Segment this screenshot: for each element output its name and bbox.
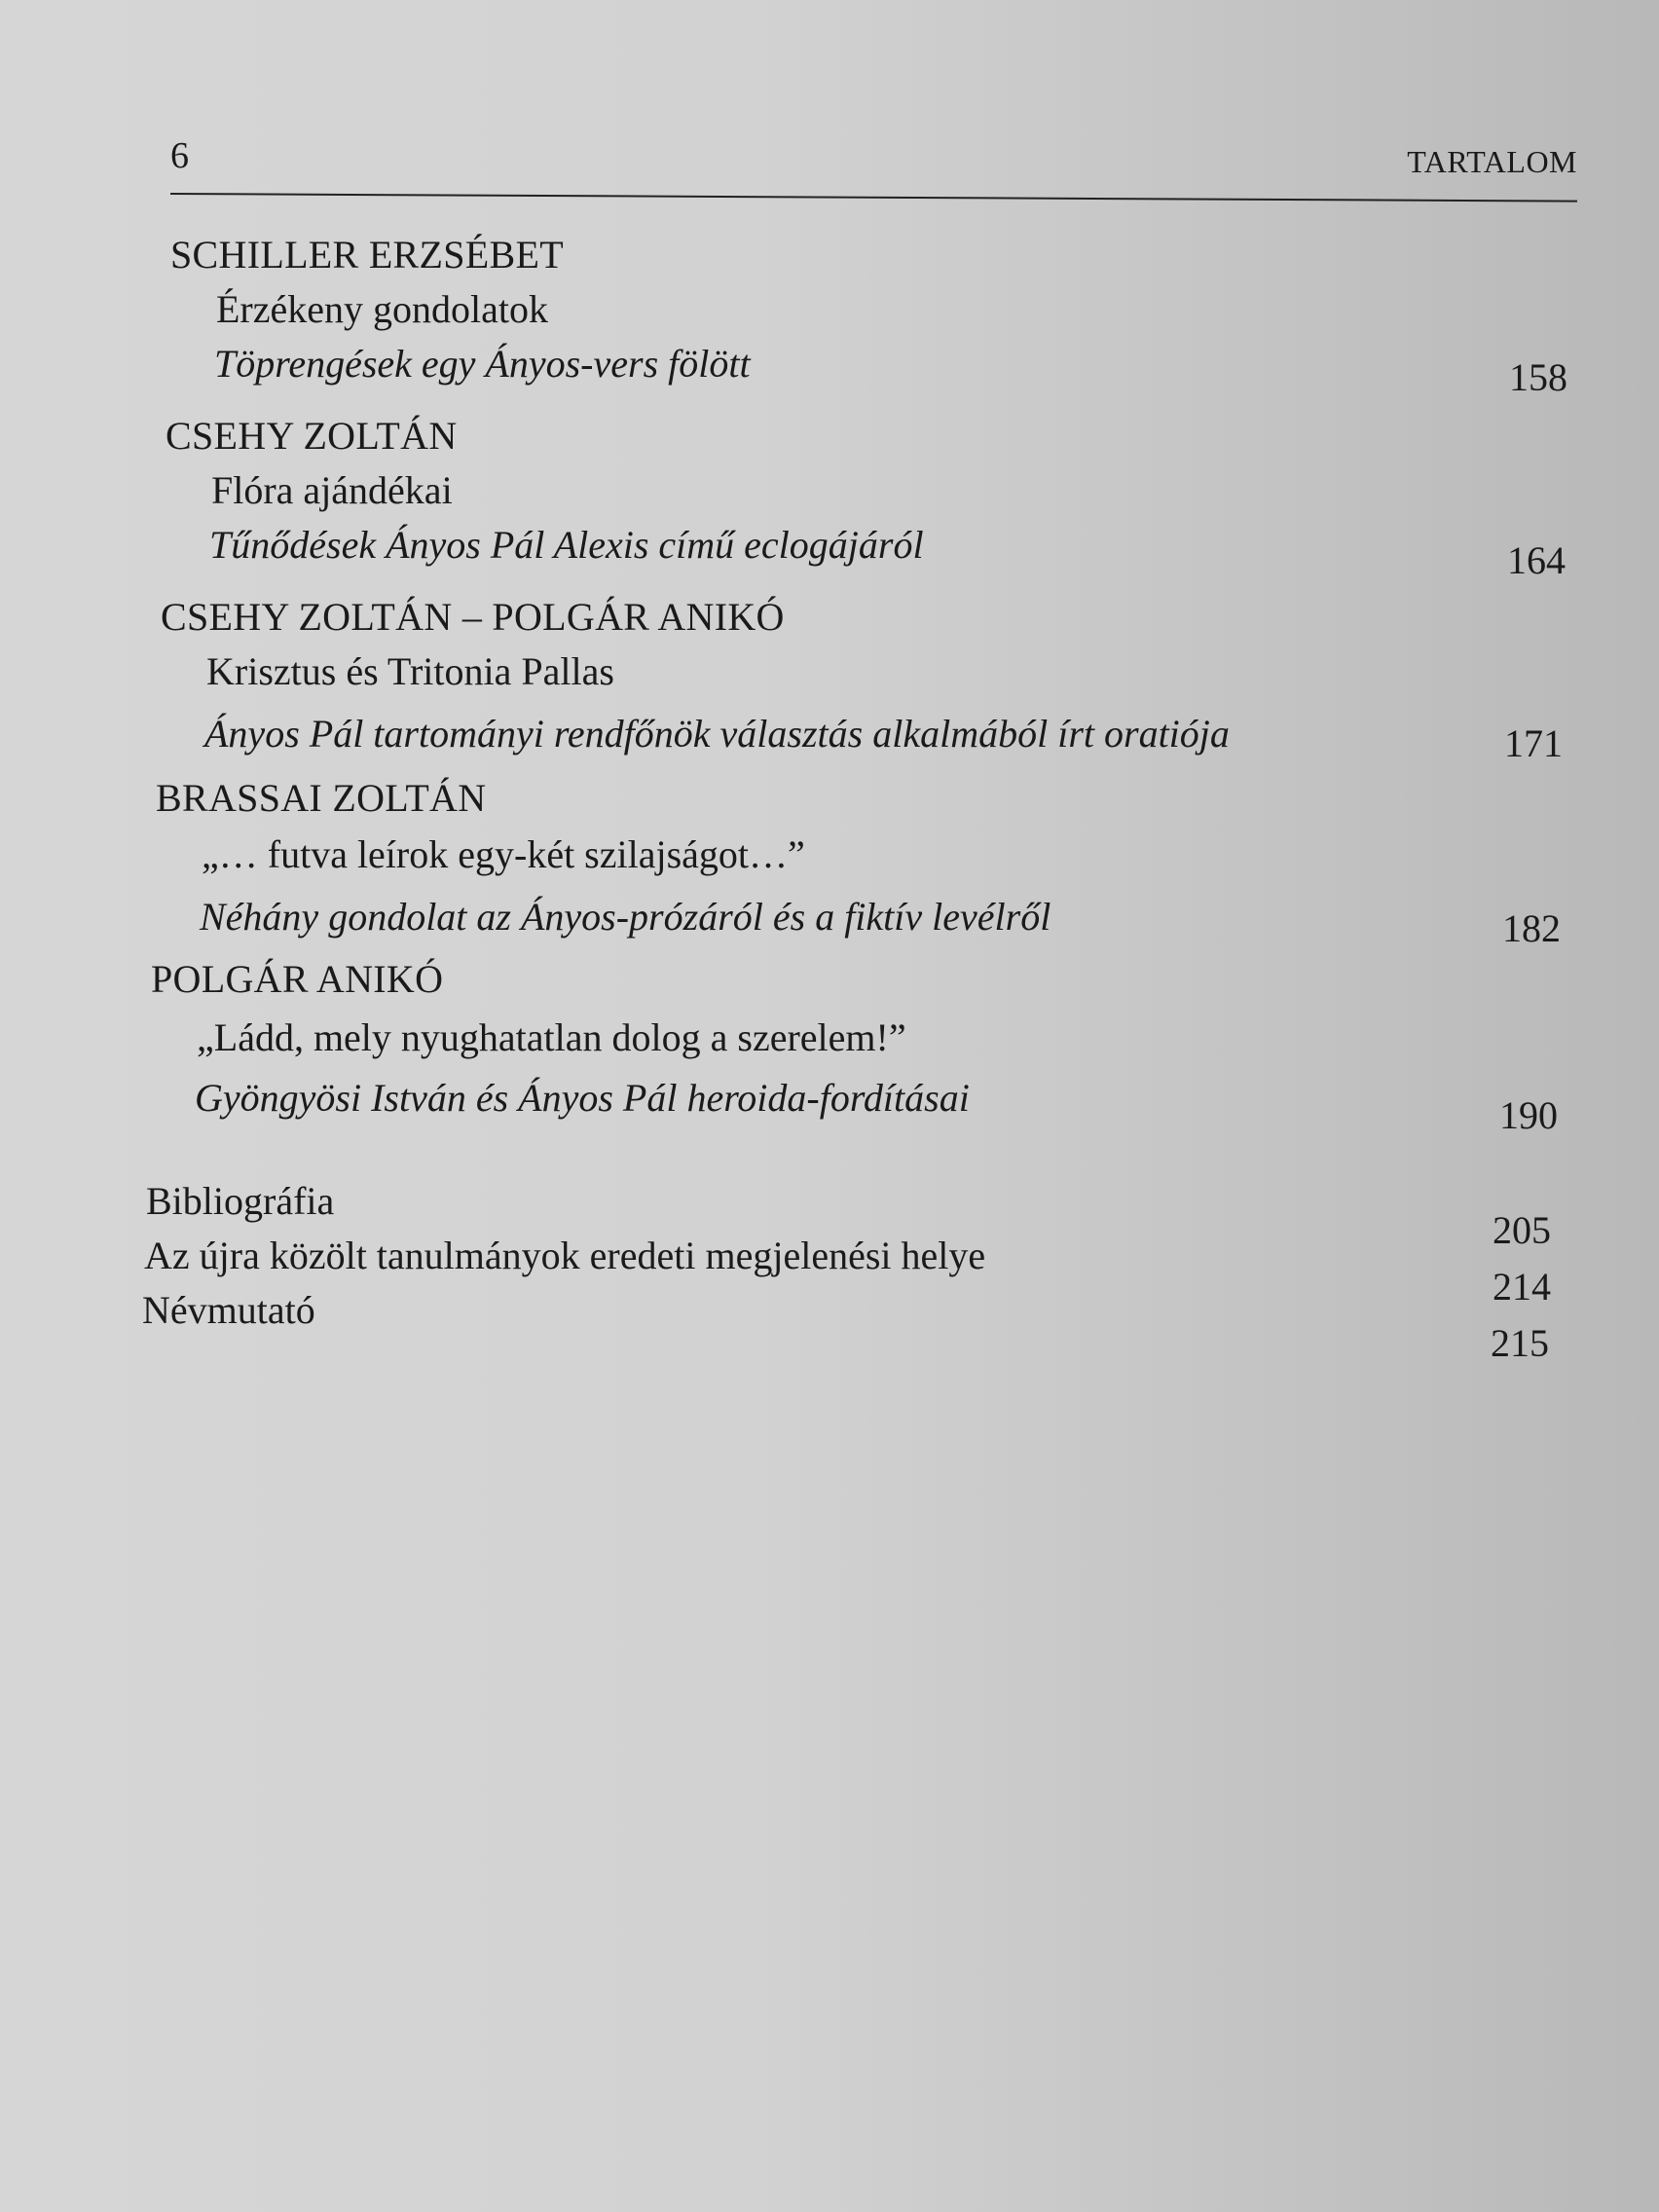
entry-page-number: 158 — [1509, 355, 1567, 399]
page-header — [170, 127, 1577, 204]
back-matter-page-number: 215 — [1491, 1321, 1549, 1365]
entry-title: Krisztus és Tritonia Pallas — [206, 649, 614, 693]
back-matter-label: Bibliográfia — [146, 1179, 335, 1223]
entry-title: „Ládd, mely nyughatatlan dolog a szerelem!” — [197, 1015, 906, 1059]
entry-page-number: 171 — [1504, 721, 1563, 765]
back-matter-label: Névmutató — [142, 1288, 315, 1332]
entry-page-number: 190 — [1499, 1093, 1558, 1137]
entry-title: Érzékeny gondolatok — [216, 287, 548, 331]
entry-title: Flóra ajándékai — [211, 468, 453, 512]
entry-author: CSEHY ZOLTÁN – POLGÁR ANIKÓ — [161, 595, 785, 639]
entry-subtitle: Tűnődések Ányos Pál Alexis című eclogájáról — [209, 523, 924, 567]
header-rule — [170, 193, 1577, 203]
entry-author: POLGÁR ANIKÓ — [151, 957, 444, 1001]
entry-subtitle: Ányos Pál tartományi rendfőnök választás alkalmából írt oratiója — [204, 712, 1230, 756]
entry-page-number: 182 — [1502, 906, 1561, 950]
back-matter-page-number: 214 — [1493, 1265, 1551, 1309]
entry-author: SCHILLER ERZSÉBET — [170, 233, 564, 276]
entry-subtitle: Töprengések egy Ányos-vers fölött — [214, 342, 751, 386]
running-title: TARTALOM — [1407, 144, 1577, 179]
back-matter-page-number: 205 — [1493, 1208, 1551, 1252]
entry-author: BRASSAI ZOLTÁN — [156, 776, 487, 820]
entry-subtitle: Gyöngyösi István és Ányos Pál heroida-fordításai — [195, 1076, 970, 1120]
entry-page-number: 164 — [1507, 538, 1566, 582]
entry-subtitle: Néhány gondolat az Ányos-prózáról és a fiktív levélről — [200, 895, 1051, 939]
back-matter-label: Az újra közölt tanulmányok eredeti megjelenési helye — [144, 1234, 986, 1277]
entry-title: „… futva leírok egy-két szilajságot…” — [202, 832, 805, 876]
page-number: 6 — [170, 135, 189, 176]
entry-author: CSEHY ZOLTÁN — [166, 414, 458, 458]
